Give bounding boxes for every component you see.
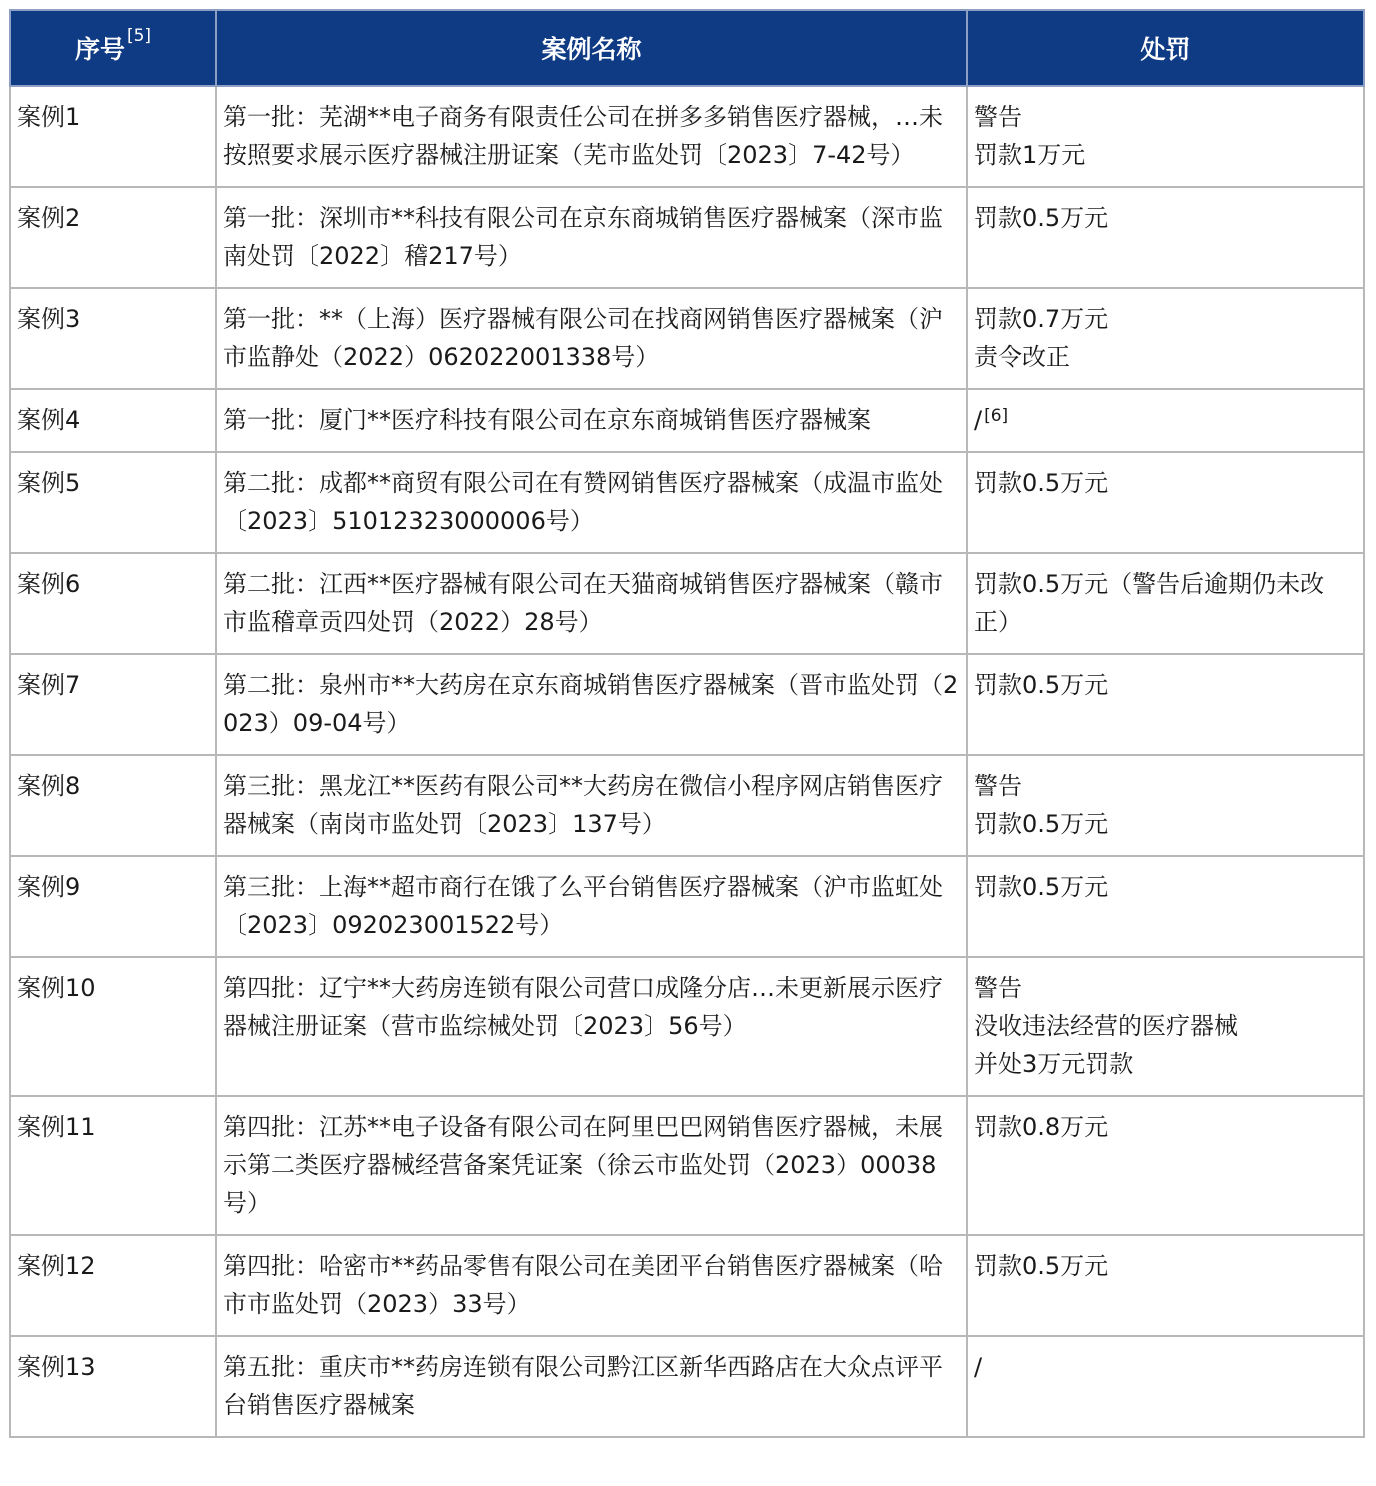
penalty-line	[974, 401, 1357, 439]
header-row	[10, 10, 1364, 86]
case-penalty	[967, 452, 1364, 553]
case-name: 第二批：泉州市**大药房在京东商城销售医疗器械案（晋市监处罚（2023）09-04号）	[216, 654, 967, 755]
case-name: 第一批：**（上海）医疗器械有限公司在找商网销售医疗器械案（沪市监静处（2022）062022001338号）	[216, 288, 967, 389]
penalty-line: 罚款0.5万元	[974, 873, 1109, 901]
penalty-line: 罚款0.5万元	[974, 469, 1109, 497]
case-number: 案例10	[10, 957, 216, 1096]
table-row	[10, 553, 1364, 654]
penalty-line: 罚款0.5万元（警告后逾期仍未改正）	[974, 570, 1325, 636]
case-name: 第一批：厦门**医疗科技有限公司在京东商城销售医疗器械案	[216, 389, 967, 452]
case-penalty	[967, 1096, 1364, 1235]
penalty-line: 并处3万元罚款	[974, 1050, 1134, 1078]
penalty-line: 没收违法经营的医疗器械	[974, 1012, 1238, 1040]
case-penalty	[967, 187, 1364, 288]
case-name: 第二批：江西**医疗器械有限公司在天猫商城销售医疗器械案（赣市市监稽章贡四处罚（2022）28号）	[216, 553, 967, 654]
penalty-line: 罚款0.8万元	[974, 1113, 1109, 1141]
penalty-text: /	[974, 406, 983, 434]
penalty-line: 警告	[974, 974, 1022, 1002]
penalty-line: 罚款0.5万元	[974, 671, 1109, 699]
penalty-line: 罚款0.5万元	[974, 204, 1109, 232]
table-row	[10, 86, 1364, 187]
case-name: 第一批：深圳市**科技有限公司在京东商城销售医疗器械案（深市监南处罚〔2022〕稽217号）	[216, 187, 967, 288]
case-number: 案例12	[10, 1235, 216, 1336]
case-number: 案例8	[10, 755, 216, 856]
case-number: 案例3	[10, 288, 216, 389]
footnote-ref[interactable]: [6]	[984, 406, 1009, 426]
case-number: 案例2	[10, 187, 216, 288]
case-number: 案例9	[10, 856, 216, 957]
case-number: 案例6	[10, 553, 216, 654]
case-penalty	[967, 957, 1364, 1096]
penalty-line: 罚款0.5万元	[974, 810, 1109, 838]
case-number: 案例11	[10, 1096, 216, 1235]
header-no	[10, 10, 216, 86]
table-row	[10, 957, 1364, 1096]
cases-table	[9, 9, 1365, 1438]
table-row	[10, 187, 1364, 288]
penalty-line: 警告	[974, 103, 1022, 131]
case-penalty	[967, 389, 1364, 452]
case-penalty	[967, 86, 1364, 187]
case-penalty	[967, 1235, 1364, 1336]
table-row	[10, 452, 1364, 553]
case-penalty	[967, 856, 1364, 957]
case-penalty	[967, 755, 1364, 856]
table-header	[10, 10, 1364, 86]
case-name: 第三批：黑龙江**医药有限公司**大药房在微信小程序网店销售医疗器械案（南岗市监处罚〔2023〕137号）	[216, 755, 967, 856]
table-row	[10, 1336, 1364, 1437]
case-penalty	[967, 288, 1364, 389]
penalty-line: 罚款1万元	[974, 141, 1086, 169]
case-number: 案例13	[10, 1336, 216, 1437]
case-penalty	[967, 1336, 1364, 1437]
table-body	[10, 86, 1364, 1437]
table-row	[10, 856, 1364, 957]
case-name: 第一批：芜湖**电子商务有限责任公司在拼多多销售医疗器械，…未按照要求展示医疗器械注册证案（芜市监处罚〔2023〕7-42号）	[216, 86, 967, 187]
case-name: 第五批：重庆市**药房连锁有限公司黔江区新华西路店在大众点评平台销售医疗器械案	[216, 1336, 967, 1437]
table-row	[10, 654, 1364, 755]
table-row	[10, 288, 1364, 389]
penalty-line: 责令改正	[974, 343, 1070, 371]
penalty-line: 罚款0.7万元	[974, 305, 1109, 333]
case-number: 案例7	[10, 654, 216, 755]
header-penalty: 处罚	[967, 10, 1364, 86]
penalty-line: /	[974, 1353, 983, 1381]
case-name: 第三批：上海**超市商行在饿了么平台销售医疗器械案（沪市监虹处〔2023〕092023001522号）	[216, 856, 967, 957]
case-number: 案例5	[10, 452, 216, 553]
case-penalty	[967, 553, 1364, 654]
table-row	[10, 1096, 1364, 1235]
header-name: 案例名称	[216, 10, 967, 86]
case-penalty	[967, 654, 1364, 755]
penalty-line: 罚款0.5万元	[974, 1252, 1109, 1280]
penalty-line: 警告	[974, 772, 1022, 800]
table-row	[10, 389, 1364, 452]
case-name: 第四批：辽宁**大药房连锁有限公司营口成隆分店…未更新展示医疗器械注册证案（营市监综械处罚〔2023〕56号）	[216, 957, 967, 1096]
table-row	[10, 755, 1364, 856]
case-name: 第二批：成都**商贸有限公司在有赞网销售医疗器械案（成温市监处〔2023〕51012323000006号）	[216, 452, 967, 553]
case-name: 第四批：哈密市**药品零售有限公司在美团平台销售医疗器械案（哈市市监处罚（2023）33号）	[216, 1235, 967, 1336]
case-name: 第四批：江苏**电子设备有限公司在阿里巴巴网销售医疗器械，未展示第二类医疗器械经营备案凭证案（徐云市监处罚（2023）00038号）	[216, 1096, 967, 1235]
header-no-label: 序号	[74, 35, 125, 64]
case-number: 案例4	[10, 389, 216, 452]
case-number: 案例1	[10, 86, 216, 187]
table-row	[10, 1235, 1364, 1336]
footnote-ref[interactable]: [5]	[126, 26, 152, 46]
